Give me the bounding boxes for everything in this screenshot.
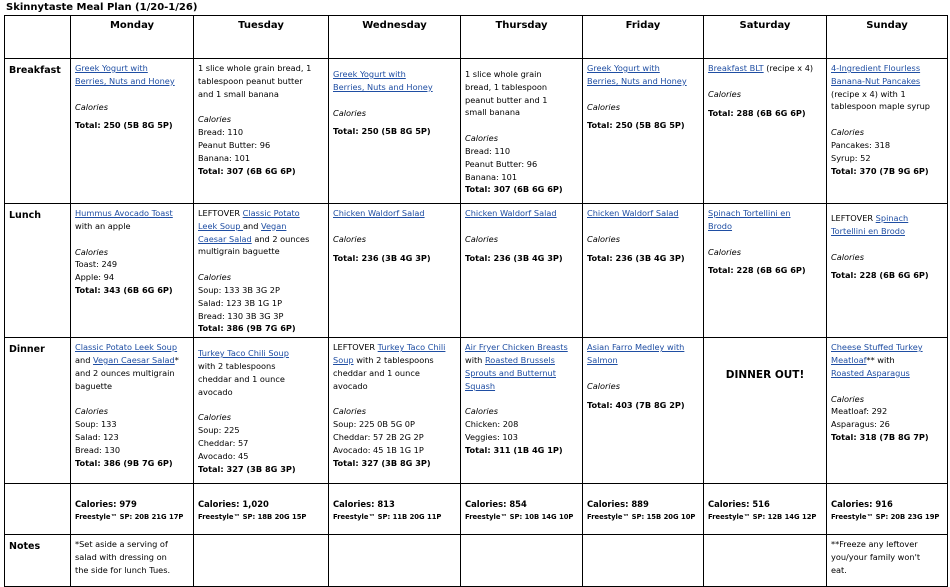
calories-label: Calories [198, 272, 231, 283]
leftover-label: LEFTOVER [831, 213, 876, 223]
note-line: eat. [831, 564, 847, 575]
recipe-link[interactable]: Squash [465, 380, 496, 391]
note-line: **Freeze any leftover [831, 539, 918, 550]
recipe-link[interactable]: Salmon [587, 354, 618, 365]
day-header-tuesday: Tuesday [194, 16, 329, 59]
summary-sunday [827, 484, 948, 535]
meal-text: peanut butter and 1 [465, 94, 548, 105]
recipe-link[interactable]: Soup [333, 354, 354, 365]
recipe-link[interactable]: Turkey Taco Chili Soup [198, 348, 289, 359]
calories-label: Calories [587, 233, 620, 244]
total-calories: Total: 307 (6B 6G 6P) [198, 165, 296, 176]
recipe-link[interactable]: Asian Farro Medley with [587, 342, 685, 353]
dinner-tuesday [194, 338, 329, 484]
calorie-item: Cheddar: 57 [198, 437, 249, 448]
day-header-thursday: Thursday [461, 16, 583, 59]
calorie-item: Peanut Butter: 96 [198, 139, 271, 150]
meal-text: cheddar and 1 ounce [333, 367, 420, 378]
calories-label: Calories [708, 88, 741, 99]
dinner-friday [583, 338, 704, 484]
summary-monday [71, 484, 194, 535]
calorie-item: Banana: 101 [198, 152, 251, 163]
dinner-row [5, 338, 948, 484]
recipe-link[interactable]: Banana-Nut Pancakes [831, 75, 921, 86]
calorie-item: Pancakes: 318 [831, 139, 891, 150]
daily-calories: Calories: 813 [333, 499, 395, 510]
notes-sunday [827, 535, 948, 587]
calories-label: Calories [75, 246, 108, 257]
summary-thursday [461, 484, 583, 535]
notes-saturday [704, 535, 827, 587]
calorie-item: Bread: 110 [198, 127, 244, 138]
day-header-friday: Friday [583, 16, 704, 59]
calorie-item: Asparagus: 26 [831, 419, 890, 430]
dinner-monday [71, 338, 194, 484]
total-calories: Total: 343 (6B 6G 6P) [75, 284, 173, 295]
total-calories: Total: 327 (3B 8G 3P) [333, 457, 431, 468]
row-label-dinner: Dinner [5, 338, 71, 484]
meal-text: 1 slice whole grain bread, 1 [198, 63, 312, 73]
total-calories: Total: 228 (6B 6G 6P) [831, 270, 929, 281]
calorie-item: Veggies: 103 [465, 431, 518, 442]
total-calories: Total: 370 (7B 9G 6P) [831, 165, 929, 176]
total-calories: Total: 311 (1B 4G 1P) [465, 444, 563, 455]
calories-label: Calories [587, 101, 620, 112]
leftover-label: LEFTOVER [198, 208, 243, 218]
recipe-link[interactable]: Roasted Brussels [484, 354, 555, 365]
daily-calories: Calories: 1,020 [198, 499, 269, 510]
calories-label: Calories [708, 246, 741, 257]
calorie-item: Avocado: 45 1B 1G 1P [333, 444, 424, 455]
lunch-monday [71, 204, 194, 338]
lunch-friday [583, 204, 704, 338]
dinner-sunday [827, 338, 948, 484]
total-calories: Total: 250 (5B 8G 5P) [333, 126, 431, 137]
recipe-link[interactable]: Greek Yogurt with [75, 63, 148, 73]
lunch-thursday [461, 204, 583, 338]
recipe-link[interactable]: Caesar Salad [198, 233, 252, 244]
calories-label: Calories [465, 233, 498, 244]
header-row [5, 16, 948, 59]
calories-label: Calories [333, 107, 366, 118]
meal-text: (recipe x 4) [763, 63, 814, 73]
row-label-lunch: Lunch [5, 204, 71, 338]
lunch-sunday [827, 204, 948, 338]
footnote-marker: ** with [866, 354, 895, 365]
summary-row [5, 484, 948, 535]
calorie-item: Salad: 123 3B 1G 1P [198, 297, 283, 308]
breakfast-saturday [704, 59, 827, 204]
breakfast-row [5, 59, 948, 204]
total-calories: Total: 327 (3B 8G 3P) [198, 463, 296, 474]
notes-monday [71, 535, 194, 587]
calorie-item: Soup: 225 0B 5G 0P [333, 419, 415, 430]
recipe-link[interactable]: Spinach Tortellini en [708, 208, 791, 218]
dinner-thursday [461, 338, 583, 484]
meal-text: and [243, 220, 262, 231]
calorie-item: Soup: 133 3B 3G 2P [198, 284, 280, 295]
meal-text: and [75, 354, 94, 365]
recipe-link[interactable]: Air Fryer Chicken Breasts [465, 342, 568, 353]
daily-smartpoints: Freestyle™ SP: 20B 23G 19P [831, 512, 940, 521]
dinner-out-label: DINNER OUT! [725, 369, 805, 382]
calories-label: Calories [333, 233, 366, 244]
summary-saturday [704, 484, 827, 535]
page-title: Skinnytaste Meal Plan (1/20-1/26) [6, 2, 198, 13]
total-calories: Total: 236 (3B 4G 3P) [465, 252, 563, 263]
calorie-item: Apple: 94 [75, 272, 115, 283]
corner-cell [5, 16, 71, 59]
calories-label: Calories [465, 406, 498, 417]
calorie-item: Bread: 130 [75, 444, 121, 455]
calorie-item: Peanut Butter: 96 [465, 158, 538, 169]
recipe-link[interactable]: Berries, Nuts and Honey [333, 81, 433, 92]
calories-label: Calories [587, 380, 620, 391]
total-calories: Total: 288 (6B 6G 6P) [708, 107, 806, 118]
lunch-saturday [704, 204, 827, 338]
recipe-link[interactable]: Turkey Taco Chili [377, 342, 446, 353]
recipe-link[interactable]: Sprouts and Butternut [465, 367, 556, 378]
dinner-wednesday [329, 338, 461, 484]
calories-label: Calories [333, 406, 366, 417]
row-label-breakfast: Breakfast [5, 59, 71, 204]
daily-smartpoints: Freestyle™ SP: 10B 14G 10P [465, 512, 574, 521]
calories-label: Calories [465, 133, 498, 144]
lunch-tuesday [194, 204, 329, 338]
recipe-link[interactable]: Brodo [708, 220, 733, 231]
meal-text: and 2 ounces multigrain [75, 367, 175, 378]
breakfast-friday [583, 59, 704, 204]
meal-text: bread, 1 tablespoon [465, 81, 548, 92]
breakfast-sunday [827, 59, 948, 204]
footnote-marker: * [174, 354, 179, 365]
meal-text: small banana [465, 107, 521, 118]
day-header-sunday: Sunday [827, 16, 948, 59]
notes-tuesday [194, 535, 329, 587]
recipe-link[interactable]: Greek Yogurt with [587, 63, 660, 73]
daily-smartpoints: Freestyle™ SP: 11B 20G 11P [333, 512, 442, 521]
calories-label: Calories [831, 251, 864, 262]
recipe-link[interactable]: Cheese Stuffed Turkey [831, 342, 923, 353]
breakfast-wednesday [329, 59, 461, 204]
total-calories: Total: 228 (6B 6G 6P) [708, 265, 806, 276]
daily-calories: Calories: 979 [75, 499, 137, 510]
total-calories: Total: 250 (5B 8G 5P) [587, 120, 685, 131]
calorie-item: Soup: 133 [75, 419, 117, 430]
meal-text: with an apple [75, 220, 131, 231]
meal-text: (recipe x 4) with 1 [831, 88, 906, 99]
daily-smartpoints: Freestyle™ SP: 15B 20G 10P [587, 512, 696, 521]
summary-tuesday [194, 484, 329, 535]
note-line: salad with dressing on [75, 551, 167, 562]
meal-text: with 2 tablespoons [198, 360, 276, 371]
day-header-wednesday: Wednesday [329, 16, 461, 59]
lunch-wednesday [329, 204, 461, 338]
meal-text: and 1 small banana [198, 88, 279, 99]
meal-text: baguette [75, 380, 113, 391]
notes-thursday [461, 535, 583, 587]
recipe-link[interactable]: Berries, Nuts and Honey [587, 75, 687, 86]
total-calories: Total: 386 (9B 7G 6P) [75, 457, 173, 468]
recipe-link[interactable]: Tortellini en Brodo [831, 225, 905, 236]
calorie-item: Chicken: 208 [465, 419, 519, 430]
calorie-item: Bread: 130 3B 3G 3P [198, 310, 284, 321]
day-header-monday: Monday [71, 16, 194, 59]
calorie-item: Syrup: 52 [831, 152, 871, 163]
breakfast-thursday [461, 59, 583, 204]
calories-label: Calories [75, 101, 108, 112]
recipe-link[interactable]: Breakfast BLT [708, 63, 764, 73]
meal-text: cheddar and 1 ounce [198, 373, 285, 384]
calories-label: Calories [831, 393, 864, 404]
dinner-saturday [704, 338, 827, 484]
notes-row [5, 535, 948, 587]
recipe-link[interactable]: Berries, Nuts and Honey [75, 75, 175, 86]
recipe-link[interactable]: Meatloaf [831, 354, 867, 365]
day-header-saturday: Saturday [704, 16, 827, 59]
meal-text: avocado [198, 386, 233, 397]
total-calories: Total: 236 (3B 4G 3P) [587, 252, 685, 263]
calorie-item: Bread: 110 [465, 145, 511, 156]
meal-text: tablespoon maple syrup [831, 101, 930, 112]
daily-calories: Calories: 889 [587, 499, 649, 510]
calorie-item: Avocado: 45 [198, 450, 249, 461]
calorie-item: Soup: 225 [198, 425, 240, 436]
meal-text: tablespoon peanut butter [198, 75, 303, 86]
leftover-label: LEFTOVER [333, 342, 378, 353]
meal-plan-table [4, 15, 948, 587]
total-calories: Total: 236 (3B 4G 3P) [333, 252, 431, 263]
total-calories: Total: 250 (5B 8G 5P) [75, 120, 173, 131]
lunch-row [5, 204, 948, 338]
total-calories: Total: 318 (7B 8G 7P) [831, 431, 929, 442]
recipe-link[interactable]: Hummus Avocado Toast [75, 208, 173, 218]
calories-label: Calories [75, 406, 108, 417]
summary-friday [583, 484, 704, 535]
calorie-item: Cheddar: 57 2B 2G 2P [333, 431, 424, 442]
calories-label: Calories [198, 412, 231, 423]
recipe-link[interactable]: 4-Ingredient Flourless [831, 63, 921, 73]
recipe-link[interactable]: Classic Potato Leek Soup [75, 342, 178, 353]
meal-text: multigrain baguette [198, 246, 280, 257]
meal-text: with 2 tablespoons [353, 354, 434, 365]
meal-text: 1 slice whole grain [465, 69, 542, 79]
recipe-link[interactable]: Roasted Asparagus [831, 367, 910, 378]
calorie-item: Salad: 123 [75, 431, 119, 442]
meal-text: and 2 ounces [251, 233, 310, 244]
notes-wednesday [329, 535, 461, 587]
calorie-item: Meatloaf: 292 [831, 406, 888, 417]
daily-calories: Calories: 854 [465, 499, 527, 510]
recipe-link[interactable]: Spinach [875, 213, 909, 223]
breakfast-monday [71, 59, 194, 204]
calorie-item: Banana: 101 [465, 171, 518, 182]
calorie-item: Toast: 249 [75, 259, 118, 270]
daily-smartpoints: Freestyle™ SP: 12B 14G 12P [708, 512, 817, 521]
daily-smartpoints: Freestyle™ SP: 20B 21G 17P [75, 512, 184, 521]
calories-label: Calories [831, 127, 864, 138]
daily-calories: Calories: 516 [708, 499, 770, 510]
daily-calories: Calories: 916 [831, 499, 893, 510]
notes-friday [583, 535, 704, 587]
recipe-link[interactable]: Chicken Waldorf Salad [333, 208, 425, 218]
note-line: you/your family won't [831, 551, 921, 562]
recipe-link[interactable]: Vegan Caesar Salad [93, 354, 175, 365]
summary-wednesday [329, 484, 461, 535]
recipe-link[interactable]: Chicken Waldorf Salad [465, 208, 557, 218]
calories-label: Calories [198, 114, 231, 125]
daily-smartpoints: Freestyle™ SP: 18B 20G 15P [198, 512, 307, 521]
recipe-link[interactable]: Vegan [261, 220, 287, 231]
recipe-link[interactable]: Classic Potato [242, 208, 300, 218]
meal-text: avocado [333, 380, 368, 391]
breakfast-tuesday [194, 59, 329, 204]
note-line: *Set aside a serving of [75, 539, 168, 550]
total-calories: Total: 403 (7B 8G 2P) [587, 399, 685, 410]
recipe-link[interactable]: Chicken Waldorf Salad [587, 208, 679, 218]
recipe-link[interactable]: Leek Soup [198, 220, 244, 231]
meal-text: with [465, 354, 485, 365]
row-label-notes: Notes [5, 535, 71, 587]
total-calories: Total: 307 (6B 6G 6P) [465, 184, 563, 195]
note-line: the side for lunch Tues. [75, 564, 171, 575]
summary-label-cell [5, 484, 71, 535]
recipe-link[interactable]: Greek Yogurt with [333, 69, 406, 79]
total-calories: Total: 386 (9B 7G 6P) [198, 323, 296, 334]
